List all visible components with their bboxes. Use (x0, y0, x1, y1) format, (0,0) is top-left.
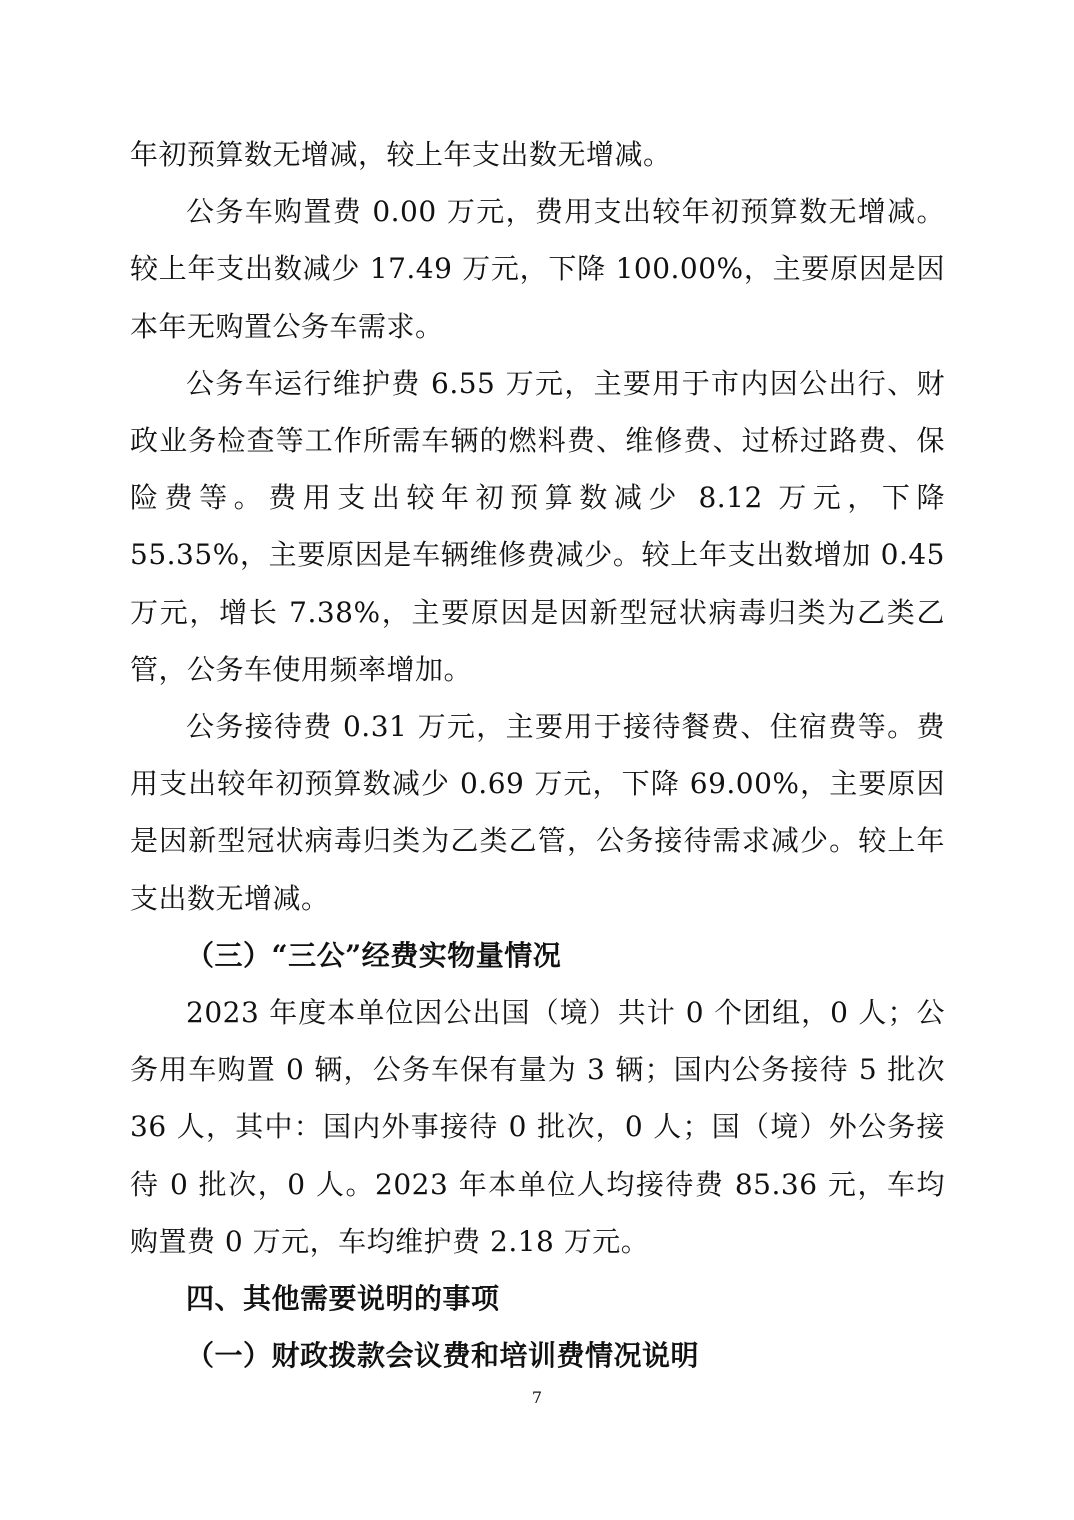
paragraph-vehicle-maintenance: 公务车运行维护费 6.55 万元，主要用于市内因公出行、财政业务检查等工作所需车辆的燃料费、维修费、过桥过路费、保险费等。费用支出较年初预算数减少 8.12 万元，下降 55.35%，主要原因是车辆维修费减少。较上年支出数增加 0.45 万元，增长 7.38%，主要原因是因新型冠状病毒归类为乙类乙管，公务车使用频率增加。 (130, 366, 945, 686)
section-heading-physical-quantity: （三）“三公”经费实物量情况 (186, 938, 562, 972)
paragraph-physical-quantity: 2023 年度本单位因公出国（境）共计 0 个团组，0 人；公务用车购置 0 辆，公务车保有量为 3 辆；国内公务接待 5 批次 36 人，其中：国内外事接待 0 批次，0 人；国（境）外公务接待 0 批次，0 人。2023 年本单位人均接待费 85.36 元，车均购置费 0 万元，车均维护费 2.18 万元。 (130, 996, 945, 1258)
paragraph-budget-continuation: 年初预算数无增减，较上年支出数无增减。 (130, 138, 672, 171)
paragraph-vehicle-purchase: 公务车购置费 0.00 万元，费用支出较年初预算数无增减。较上年支出数减少 17.49 万元，下降 100.00%，主要原因是因本年无购置公务车需求。 (130, 195, 945, 343)
paragraph-reception-expense: 公务接待费 0.31 万元，主要用于接待餐费、住宿费等。费用支出较年初预算数减少 0.69 万元，下降 69.00%，主要原因是因新型冠状病毒归类为乙类乙管，公务接待需求减少。较上年支出数无增减。 (130, 710, 945, 915)
document-body (130, 126, 945, 1384)
section-heading-other-matters: 四、其他需要说明的事项 (186, 1282, 500, 1316)
section-heading-meeting-training: （一）财政拨款会议费和培训费情况说明 (186, 1339, 700, 1373)
page-number: 7 (531, 1388, 543, 1407)
